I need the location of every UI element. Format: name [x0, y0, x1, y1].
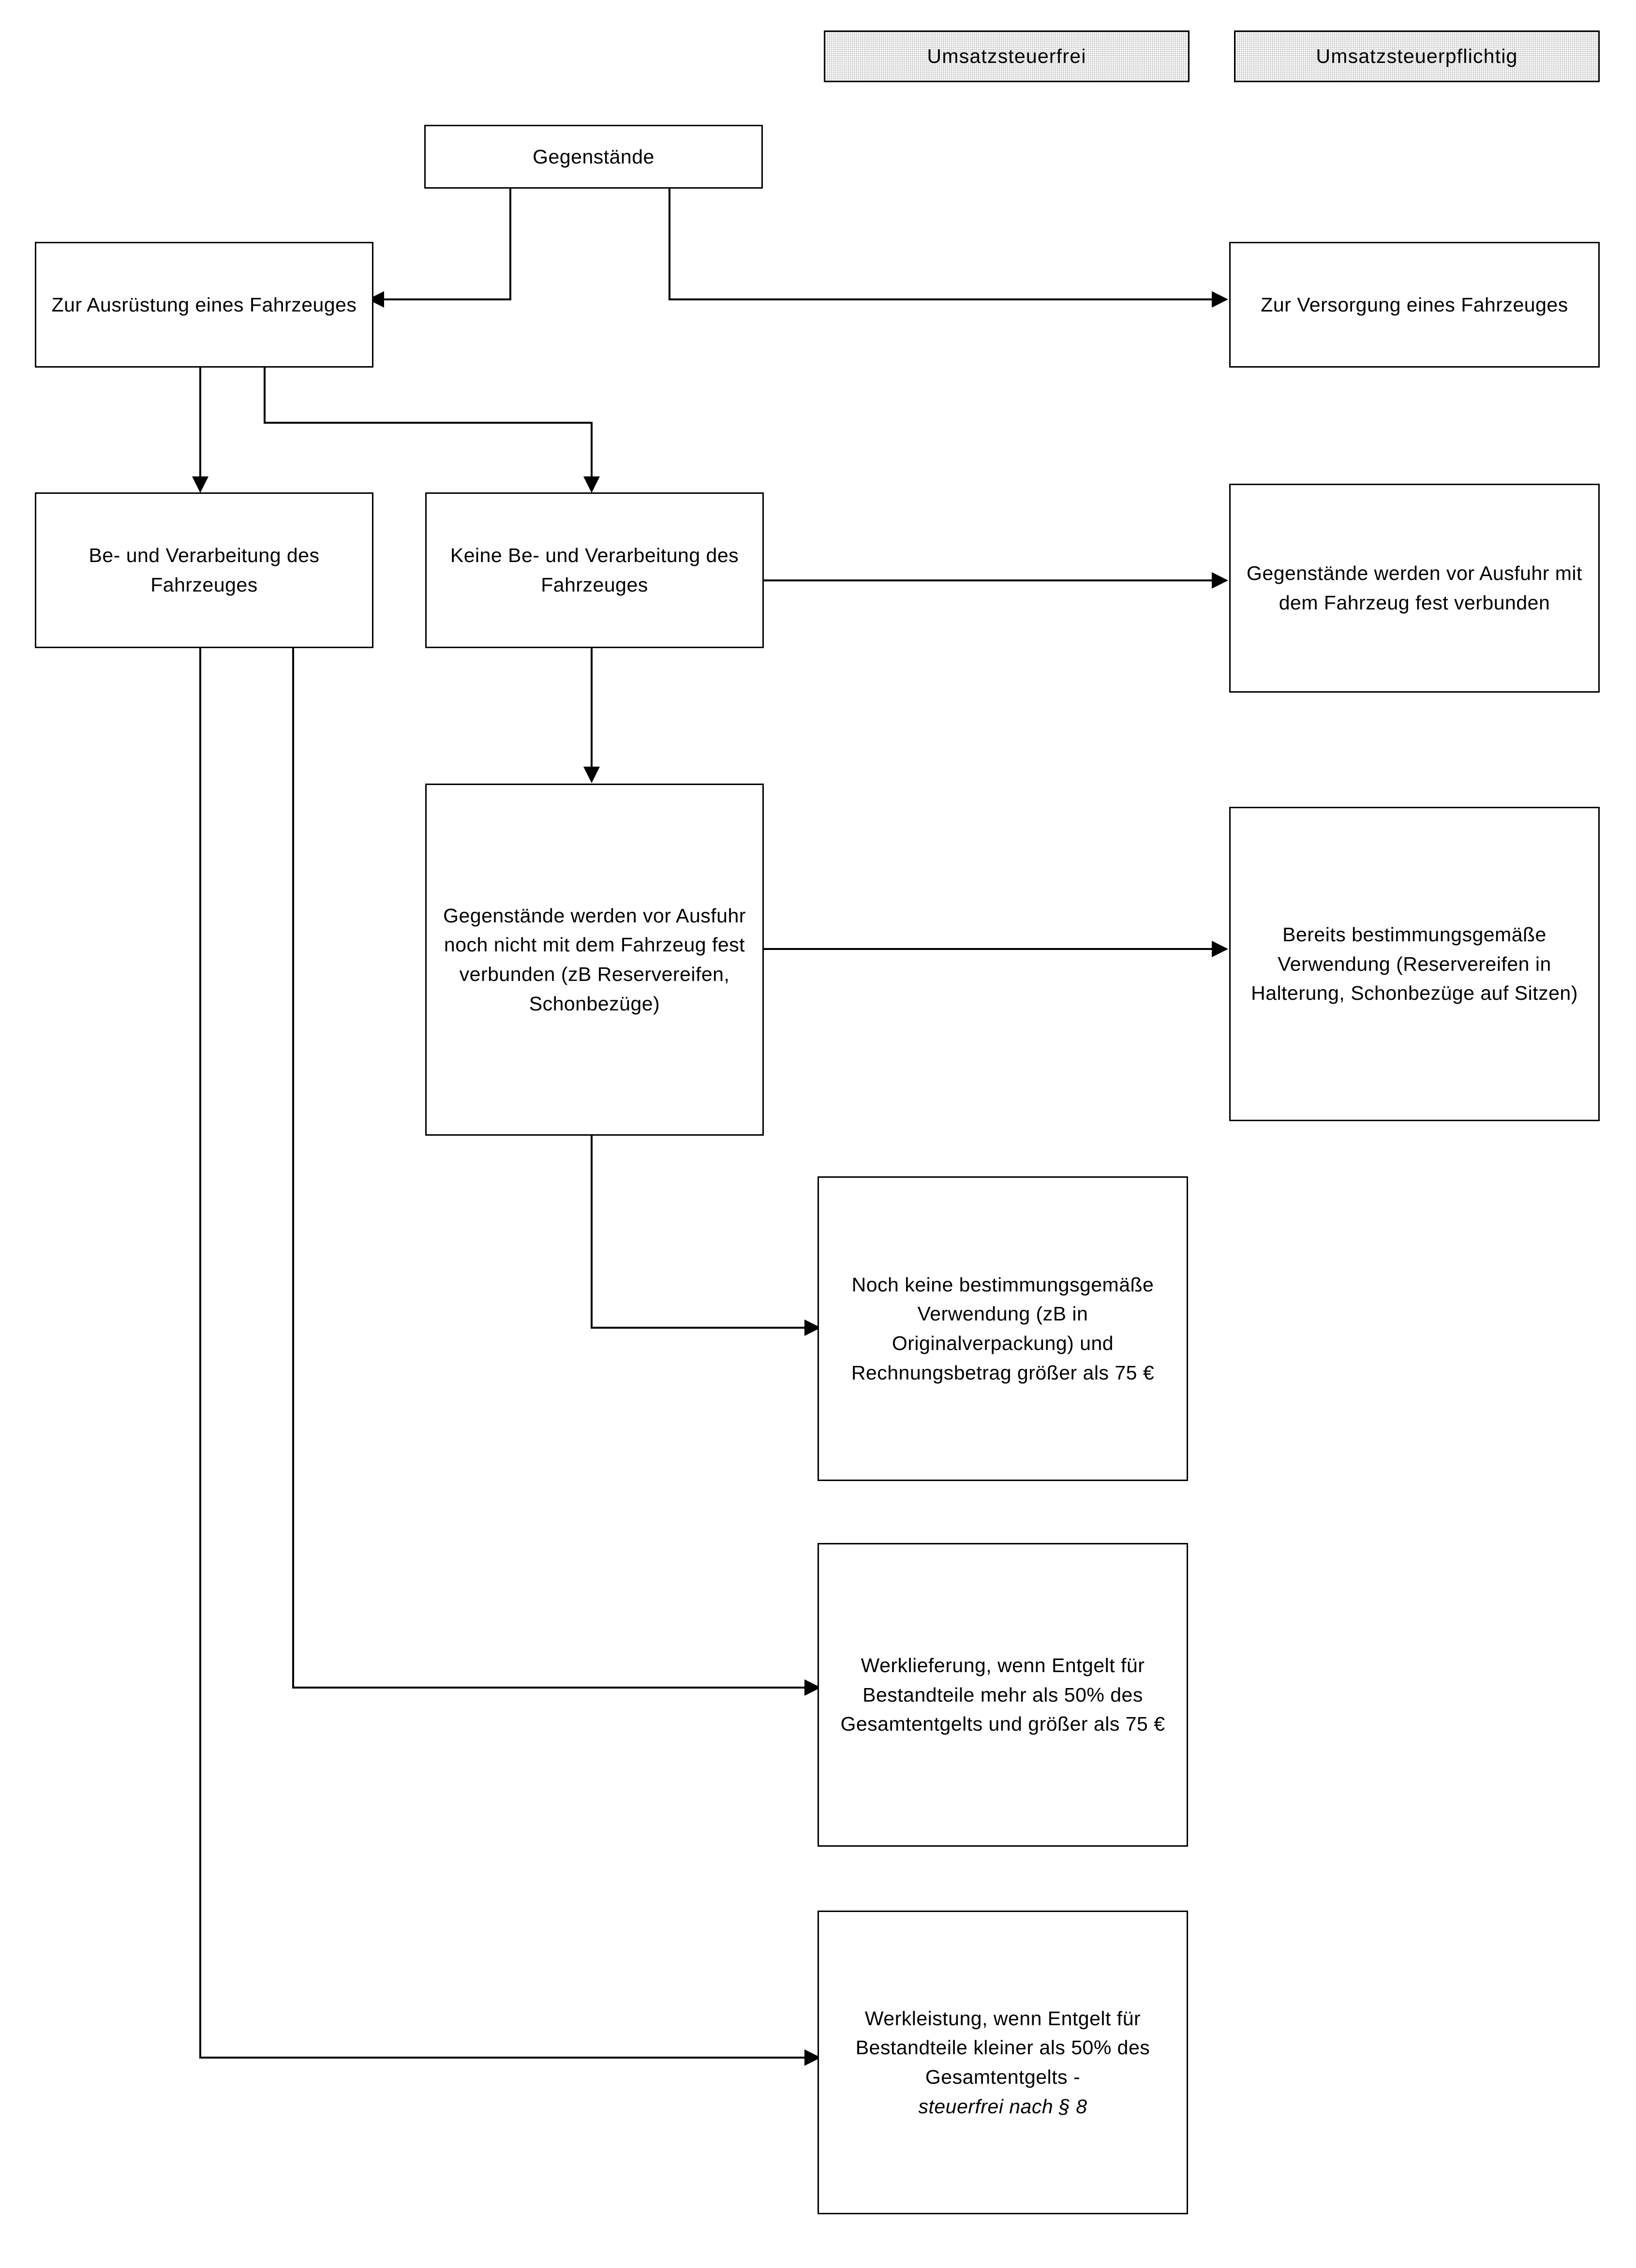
legend-taxable	[1234, 30, 1600, 82]
node-root	[424, 125, 763, 189]
node-intended-use-label: Bereits bestimmungsgemäße Verwendung (Reservereifen in Halterung, Schonbezüge auf Sitzen)	[1251, 923, 1578, 1005]
edge-notyet-to-nointended-h	[591, 1327, 806, 1329]
edge-processing-stem-b	[199, 648, 201, 2059]
edge-arrow-noprocessing	[583, 476, 600, 493]
node-no-processing-label: Keine Be- und Verarbeitung des Fahrzeuges	[450, 544, 739, 596]
legend-taxable-label: Umsatzsteuerpflichtig	[1316, 45, 1518, 67]
edge-equipment-to-noprocessing-h	[264, 422, 593, 424]
node-equipment-label: Zur Ausrüstung eines Fahrzeuges	[51, 293, 357, 316]
edge-root-to-supply-h	[669, 298, 1213, 300]
edge-arrow-intended	[1212, 941, 1228, 957]
edge-arrow-firm	[1212, 572, 1228, 589]
edge-processing-to-werklieferung-h	[292, 1687, 806, 1689]
node-firmly-connected	[1229, 484, 1600, 693]
edge-root-stem	[509, 189, 511, 300]
edge-arrow-processing	[192, 476, 208, 493]
node-equipment	[35, 242, 373, 368]
node-not-yet-connected-label: Gegenstände werden vor Ausfuhr noch nicht mit dem Fahrzeug fest verbunden (zB Reservereifen, Schonbezüge)	[443, 904, 746, 1015]
edge-notyet-stem-down	[591, 1136, 593, 1329]
edge-notyet-to-intended-h	[764, 948, 1213, 950]
edge-root-stem-right	[669, 189, 670, 300]
node-firmly-connected-label: Gegenstände werden vor Ausfuhr mit dem Fahrzeug fest verbunden	[1247, 562, 1582, 614]
edge-equipment-stem2	[264, 368, 266, 423]
node-no-intended-use-label: Noch keine bestimmungsgemäße Verwendung (zB in Originalverpackung) und Rechnungsbetrag größer als 75 €	[851, 1273, 1155, 1384]
edge-equipment-to-processing	[199, 368, 201, 481]
node-no-intended-use	[818, 1176, 1188, 1481]
edge-arrow-supply	[1212, 291, 1228, 308]
node-supply-label: Zur Versorgung eines Fahrzeuges	[1261, 293, 1568, 316]
edge-processing-to-werkleistung-h	[199, 2057, 806, 2059]
node-processing-label: Be- und Verarbeitung des Fahrzeuges	[89, 544, 320, 596]
node-no-processing	[425, 492, 764, 648]
node-not-yet-connected	[425, 784, 764, 1136]
legend-tax-free-label: Umsatzsteuerfrei	[927, 45, 1086, 67]
node-werkleistung	[818, 1911, 1188, 2214]
node-processing	[35, 492, 373, 648]
edge-arrow-notyet	[583, 767, 600, 783]
edge-processing-stem-a	[292, 648, 294, 1689]
edge-noprocessing-to-firm-h	[764, 579, 1213, 581]
node-werklieferung-label: Werklieferung, wenn Entgelt für Bestandteile mehr als 50% des Gesamtentgelts und größer als 75 €	[840, 1654, 1165, 1735]
edge-root-to-equipment-h	[382, 298, 511, 300]
node-supply	[1229, 242, 1600, 368]
node-werkleistung-label: Werkleistung, wenn Entgelt für Bestandteile kleiner als 50% des Gesamtentgelts -	[855, 2007, 1150, 2088]
legend-tax-free	[824, 30, 1190, 82]
node-werkleistung-note: steuerfrei nach § 8	[918, 2095, 1087, 2118]
node-werklieferung	[818, 1543, 1188, 1847]
node-intended-use	[1229, 807, 1600, 1121]
edge-noprocessing-drop	[591, 422, 593, 481]
edge-noprocessing-to-notyet	[591, 648, 593, 771]
node-root-label: Gegenstände	[533, 145, 654, 168]
